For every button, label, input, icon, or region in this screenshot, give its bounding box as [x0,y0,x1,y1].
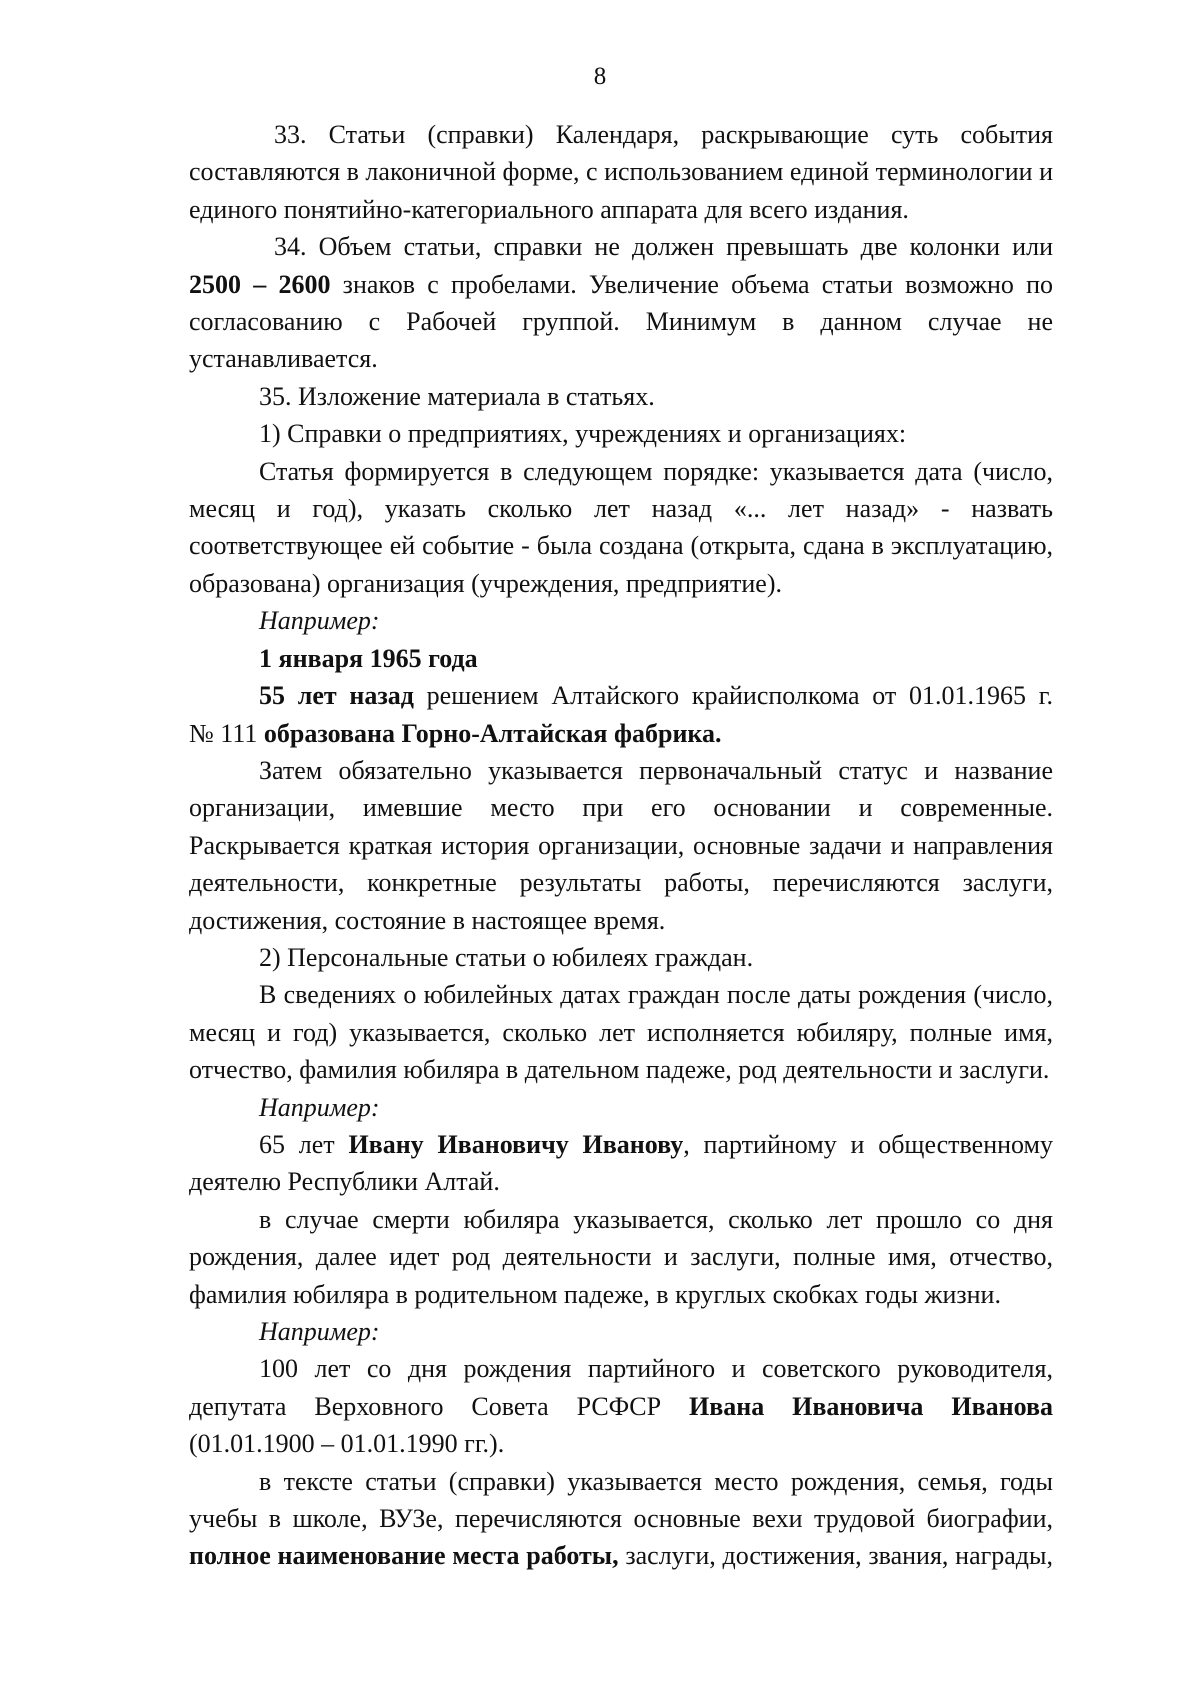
paragraph-35: 35. Изложение материала в статьях. [259,381,655,411]
section-2-example-1: 65 лет Ивану Ивановичу Иванову, партийному и общественному деятелю Республики Алтай. [189,1129,1053,1197]
paragraph-34 [189,228,1053,378]
section-2-death-text: в случае смерти юбиляра указывается, сколько лет прошло со дня рождения, далее идет род деятельности и заслуги, полные имя, отчество, фамилия юбиляра в родительном падеже, в круглых скобках годы жизни. [189,1204,1053,1309]
section-1-body: Статья формируется в следующем порядке: указывается дата (число, месяц и год), указать сколько лет назад «... лет назад» - назвать соответствующее ей событие - была создана (открыта, сдана в эксплуатацию, образована) организация (учреждения, предприятие). [189,456,1053,598]
section-2-heading: 2) Персональные статьи о юбилеях граждан. [259,942,754,972]
page-number: 8 [593,63,607,90]
paragraph-34-line-1: 34. Объем статьи, справки не должен превышать две колонки или [274,232,1053,262]
char-range: 2500 – 2600 [189,269,331,299]
section-2-body: В сведениях о юбилейных датах граждан после даты рождения (число, месяц и год) указывается, сколько лет исполняется юбиляру, полные имя, отчество, фамилия юбиляра в дательном падеже, род деятельности и заслуги. [189,980,1053,1085]
section-2-example-label-2: Например: [259,1317,380,1346]
section-1-example-line-2: № 111 образована Горно-Алтайская фабрика. [189,718,722,748]
section-1-after: Затем обязательно указывается первоначальный статус и название организации, имевшие место при его основании и современные. Раскрывается краткая история организации, основные задачи и направления деятельности, конкретные результаты работы, перечисляются заслуги, достижения, состояние в настоящее время. [189,755,1053,935]
paragraph-34-line-3: согласованию с Рабочей группой. Минимум в данном случае не [189,307,1053,337]
section-2-bio: в тексте статьи (справки) указывается место рождения, семья, годы учебы в школе, ВУЗе, перечисляются основные вехи трудовой биографии, полное наименование места работы, заслуги, достижения, звания, награды, [189,1466,1054,1571]
paragraph-34-line-4: устанавливается. [189,344,378,374]
section-1-example-line-1: 55 лет назад решением Алтайского крайисполкома от 01.01.1965 г. [259,681,1053,711]
section-2-example-label: Например: [259,1092,380,1122]
paragraph-33: 33. Статьи (справки) Календаря, раскрывающие суть события составляются в лаконичной форме, с использованием единой терминологии и единого понятийно-категориального аппарата для всего издания. [189,120,1053,224]
document-body [189,116,1053,1575]
section-1-heading: 1) Справки о предприятиях, учреждениях и организациях: [259,419,907,449]
paragraph-34-line-2: 2500 – 2600 знаков с пробелами. Увеличение объема статьи возможно по [189,269,1054,299]
section-2-example-2: 100 лет со дня рождения партийного и советского руководителя, депутата Верховного Совета РСФСР Ивана Ивановича Иванова (01.01.1900 – 01.01.1990 гг.). [189,1354,1053,1459]
section-1-example-date: 1 января 1965 года [259,643,478,673]
section-1-example-label: Например: [259,606,380,636]
